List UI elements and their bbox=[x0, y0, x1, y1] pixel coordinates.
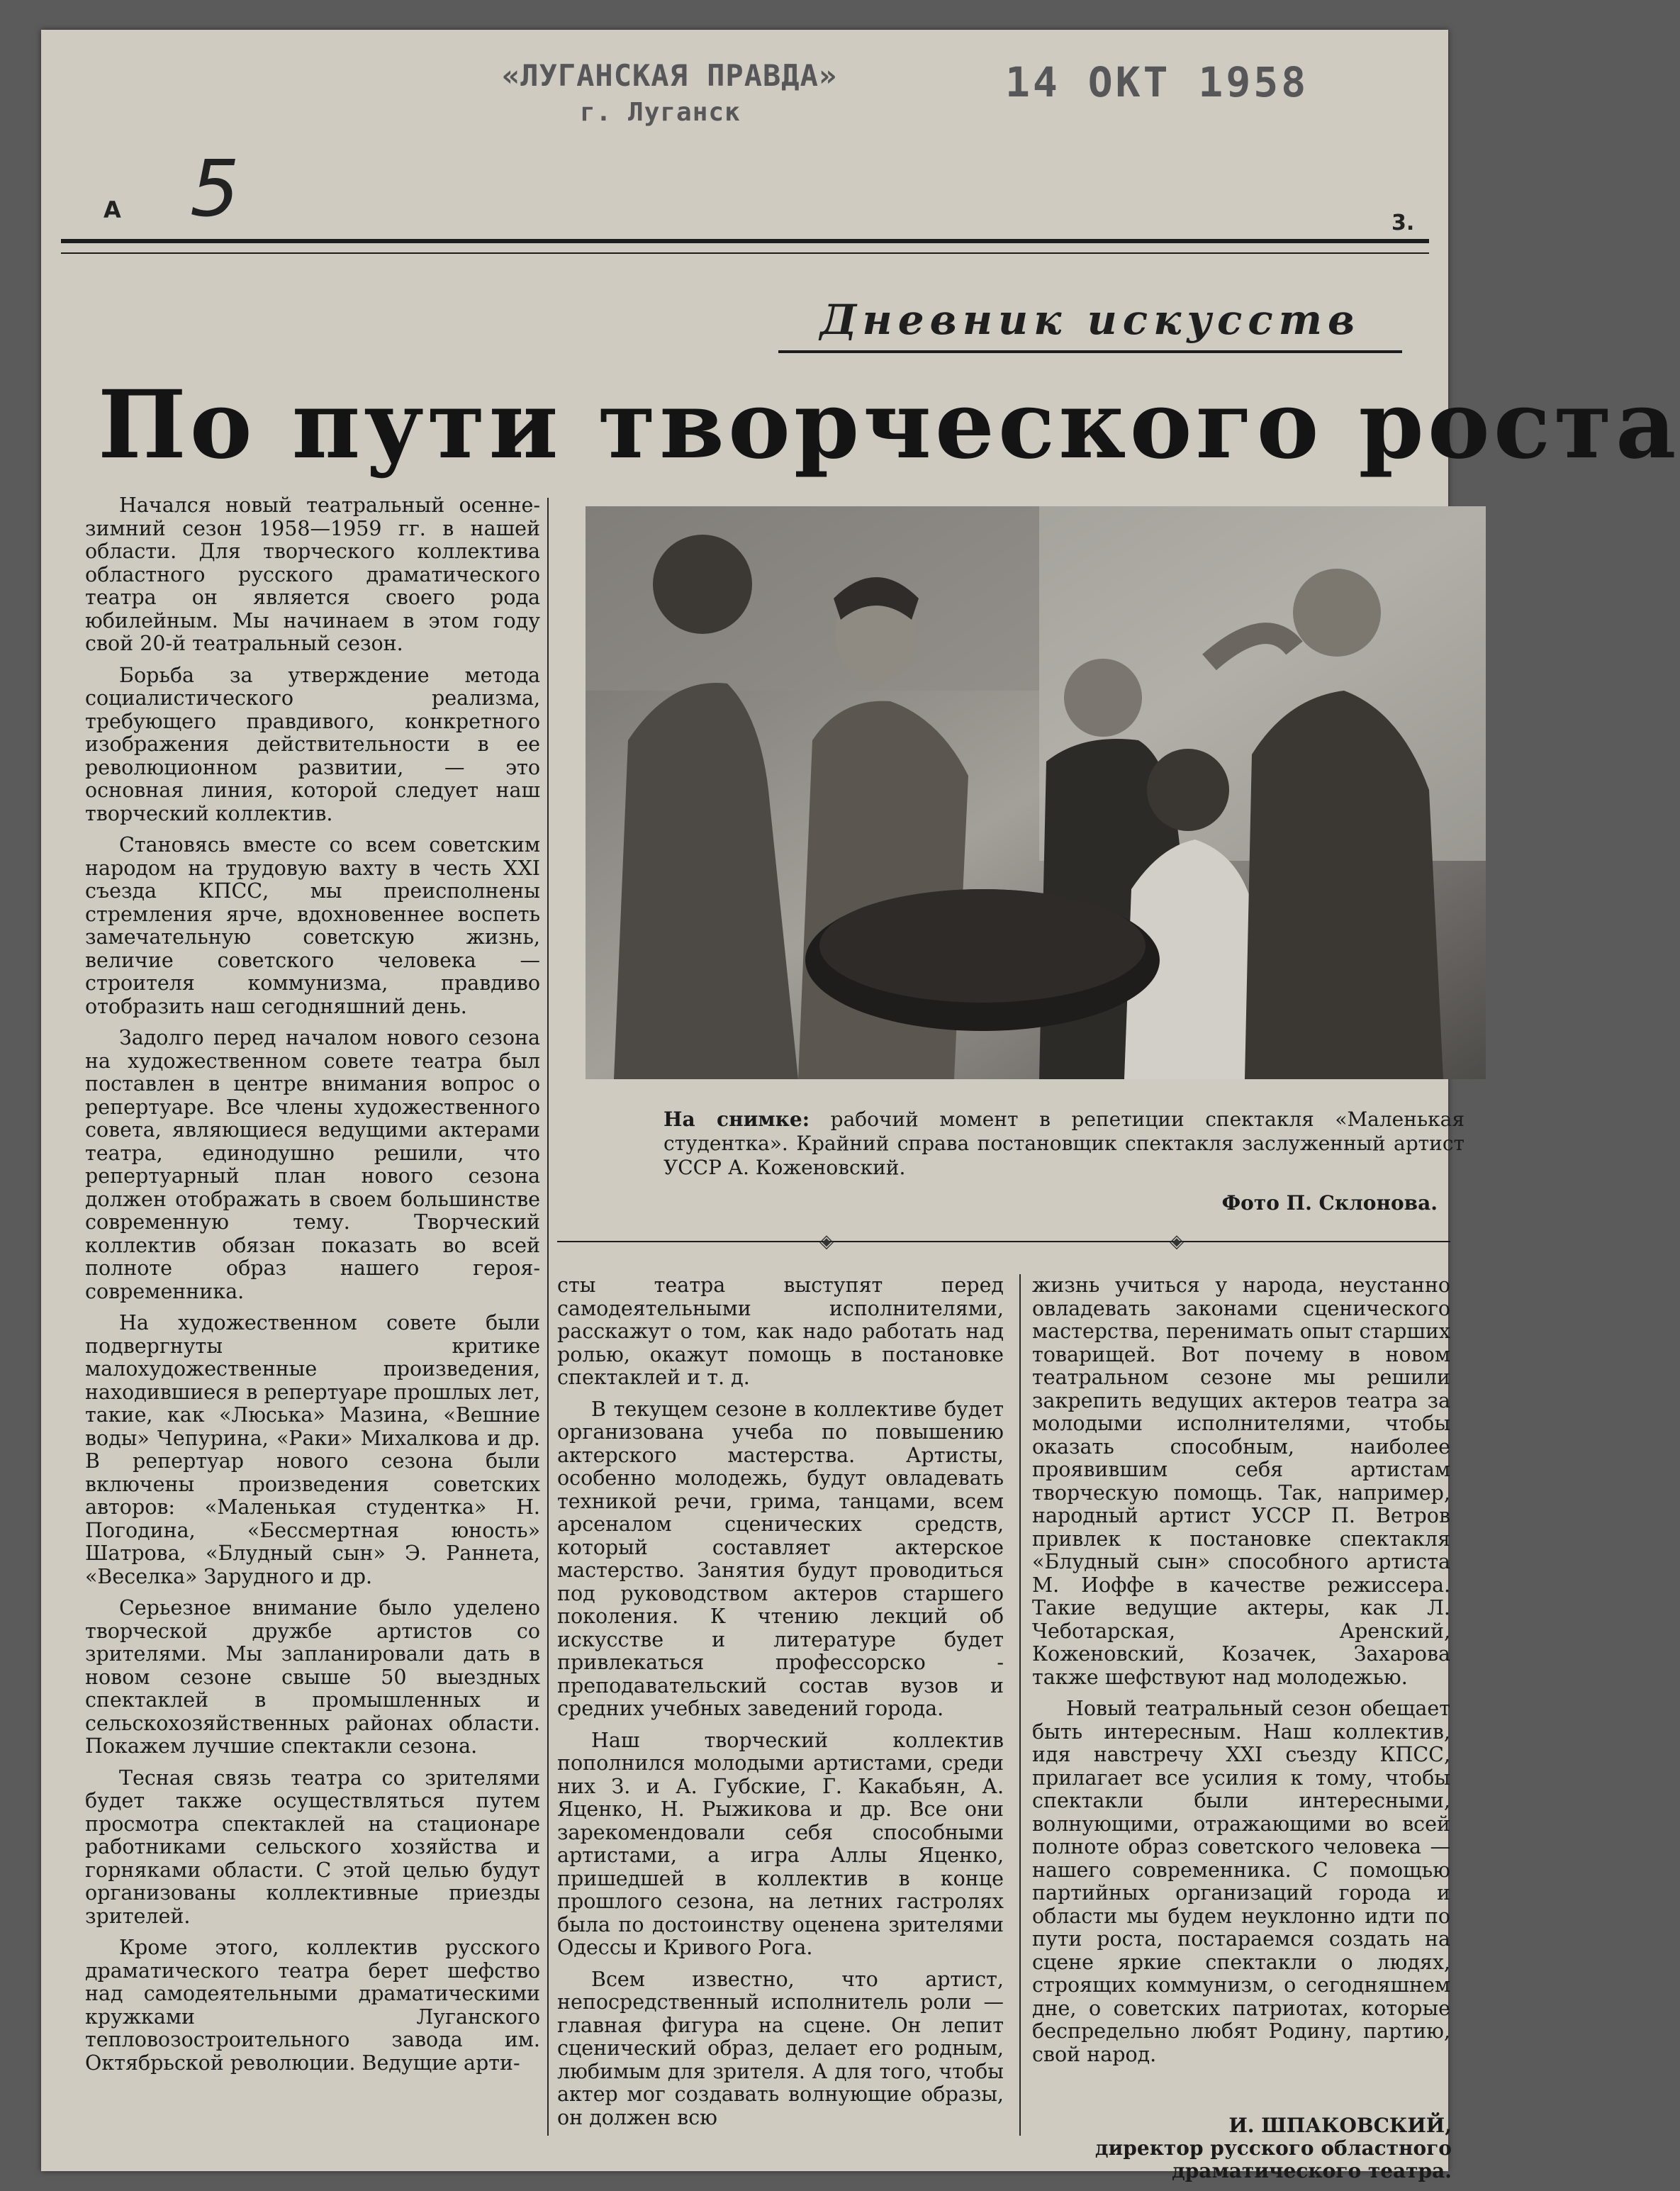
paragraph: Новый театральный сезон обещает быть интересным. Наш коллектив, идя навстречу XXI съезду КПСС, прилагает все усилия к тому, чтобы спектакли были интересными, волнующими, отражающими во всей полноте образ советского человека — нашего современника. С помощью партийных организаций города и области мы будем неуклонно идти по пути роста, постараемся создать на сцене яркие спектакли о людях, строящих коммунизм, о сегодняшнем дне, о советских патриотах, которые беспредельно любят Родину, партию, свой народ. bbox=[1032, 1697, 1450, 2066]
photo-credit: Фото П. Склонова. bbox=[1221, 1191, 1438, 1215]
paragraph: Тесная связь театра со зрителями будет также осуществляться путем просмотра спектаклей на стационаре работниками сельского хозяйства и горняками области. С этой целью будут организованы коллективные приезды зрителей. bbox=[85, 1766, 540, 1928]
article-headline: По пути творческого роста bbox=[98, 370, 1680, 480]
top-rule-thin bbox=[61, 252, 1429, 254]
paragraph: Наш творческий коллектив пополнился молодыми артистами, среди них З. и А. Губские, Г. Какабьян, А. Яценко, Н. Рыжикова и др. Все они зарекомендовали себя способными артистами, а игра Аллы Яценко, пришедшей в коллектив в конце прошлого сезона, на летних гастролях была по достоинству оценена зрителями Одессы и Кривого Рога. bbox=[557, 1728, 1004, 1959]
paragraph: Серьезное внимание было уделено творческой дружбе артистов со зрителями. Мы запланировали дать в новом сезоне свыше 50 выездных спектаклей в промышленных и сельскохозяйственных районах области. Покажем лучшие спектакли сезона. bbox=[85, 1596, 540, 1758]
date-stamp: 14 ОКТ 1958 bbox=[1005, 58, 1309, 106]
divider-ornament: ◈ bbox=[1170, 1231, 1184, 1252]
rubric-underline bbox=[778, 350, 1402, 353]
article-column-1 bbox=[85, 494, 540, 2136]
author-title: директор русского областного bbox=[1094, 2136, 1452, 2160]
section-divider bbox=[557, 1241, 1450, 1242]
author-signature bbox=[1055, 2114, 1452, 2182]
page-number: 3. bbox=[1391, 211, 1415, 235]
author-title: драматического театра. bbox=[1172, 2159, 1452, 2182]
paragraph: Всем известно, что артист, непосредственный исполнитель роли — главная фигура на сцене. Он лепит сценический образ, делает его родным, любимым для зрителя. А для того, чтобы актер мог создавать волнующие образы, он должен всю bbox=[557, 1967, 1004, 2129]
column-divider bbox=[1019, 1274, 1021, 2136]
paragraph: Начался новый театральный осенне-зимний сезон 1958—1959 гг. в нашей области. Для творческого коллектива областного русского драматического театра он является своего рода юбилейным. Мы начинаем в этом году свой 20-й театральный сезон. bbox=[85, 494, 540, 655]
corner-letter: А bbox=[103, 196, 121, 223]
caption-text: рабочий момент в репетиции спектакля «Маленькая студентка». Крайний справа постановщик спектакля заслуженный артист УССР А. Коженовский. bbox=[663, 1108, 1465, 1179]
article-column-2 bbox=[557, 1274, 1004, 2136]
photo-caption bbox=[663, 1108, 1465, 1180]
paragraph: жизнь учиться у народа, неустанно овладевать законами сценического мастерства, перенимать опыт старших товарищей. Вот почему в новом театральном сезоне мы решили закрепить ведущих актеров театра за молодыми исполнителями, чтобы оказать способным, наиболее проявившим себя артистам творческую помощь. Так, например, народный артист УССР П. Ветров привлек к постановке спектакля «Блудный сын» способного артиста М. Иоффе в качестве режиссера. Такие ведущие актеры, как Л. Чеботарская, Аренский, Коженовский, Козачек, Захарова также шефствуют над молодежью. bbox=[1032, 1273, 1450, 1689]
newspaper-clipping bbox=[41, 30, 1680, 2182]
divider-ornament: ◈ bbox=[819, 1231, 834, 1252]
paragraph: Борьба за утверждение метода социалистического реализма, требующего правдивого, конкретного изображения действительности в ее революционном развитии, — это основная линия, которой следует наш творческий коллектив. bbox=[85, 663, 540, 825]
newspaper-name-stamp: «ЛУГАНСКАЯ ПРАВДА» bbox=[502, 58, 838, 93]
paragraph: сты театра выступят перед самодеятельными исполнителями, расскажут о том, как надо работать над ролью, окажут помощь в постановке спектаклей и т. д. bbox=[557, 1273, 1004, 1389]
handwritten-number: 5 bbox=[190, 143, 240, 234]
rehearsal-photo bbox=[586, 506, 1486, 1079]
author-name: И. ШПАКОВСКИЙ, bbox=[1228, 2114, 1452, 2137]
top-rule bbox=[61, 239, 1429, 243]
paragraph: Становясь вместе со всем советским народом на трудовую вахту в честь XXI съезда КПСС, мы преисполнены стремления ярче, вдохновеннее воспеть замечательную советскую жизнь, величие советского человека — строителя коммунизма, правдиво отобразить наш сегодняшний день. bbox=[85, 833, 540, 1018]
article-column-3 bbox=[1032, 1274, 1450, 2136]
city-stamp: г. Луганск bbox=[580, 98, 741, 127]
paragraph: Кроме этого, коллектив русского драматического театра берет шефство над самодеятельными драматическими кружками Луганского тепловозостроительного завода им. Октябрьской революции. Ведущие арти- bbox=[85, 1936, 540, 2075]
paragraph: На художественном совете были подвергнуты критике малохудожественные произведения, находившиеся в репертуаре прошлых лет, такие, как «Люська» Мазина, «Вешние воды» Чепурина, «Раки» Михалкова и др. В репертуар нового сезона были включены произведения советских авторов: «Маленькая студентка» Н. Погодина, «Бессмертная юность» Шатрова, «Блудный сын» Э. Раннета, «Веселка» Зарудного и др. bbox=[85, 1311, 540, 1588]
caption-label: На снимке: bbox=[663, 1108, 810, 1131]
paragraph: В текущем сезоне в коллективе будет организована учеба по повышению актерского мастерства. Артисты, особенно молодежь, будут овладевать техникой речи, грима, танцами, всем арсеналом сценических средств, который составляет актерское мастерство. Занятия будут проводиться под руководством актеров старшего поколения. К чтению лекций об искусстве и литературе будет привлекаться профессорско - преподавательский состав вузов и средних учебных заведений города. bbox=[557, 1397, 1004, 1720]
section-rubric: Дневник искусств bbox=[819, 296, 1361, 344]
table-top bbox=[819, 889, 1146, 1003]
column-divider bbox=[547, 498, 549, 2136]
paragraph: Задолго перед началом нового сезона на художественном совете театра был поставлен в центре внимания вопрос о репертуаре. Все члены художественного совета, являющиеся ведущими актерами театра, единодушно решили, что репертуарный план нового сезона должен отображать в своем большинстве современную тему. Творческий коллектив обязан показать во всей полноте образ нашего героя-современника. bbox=[85, 1026, 540, 1303]
